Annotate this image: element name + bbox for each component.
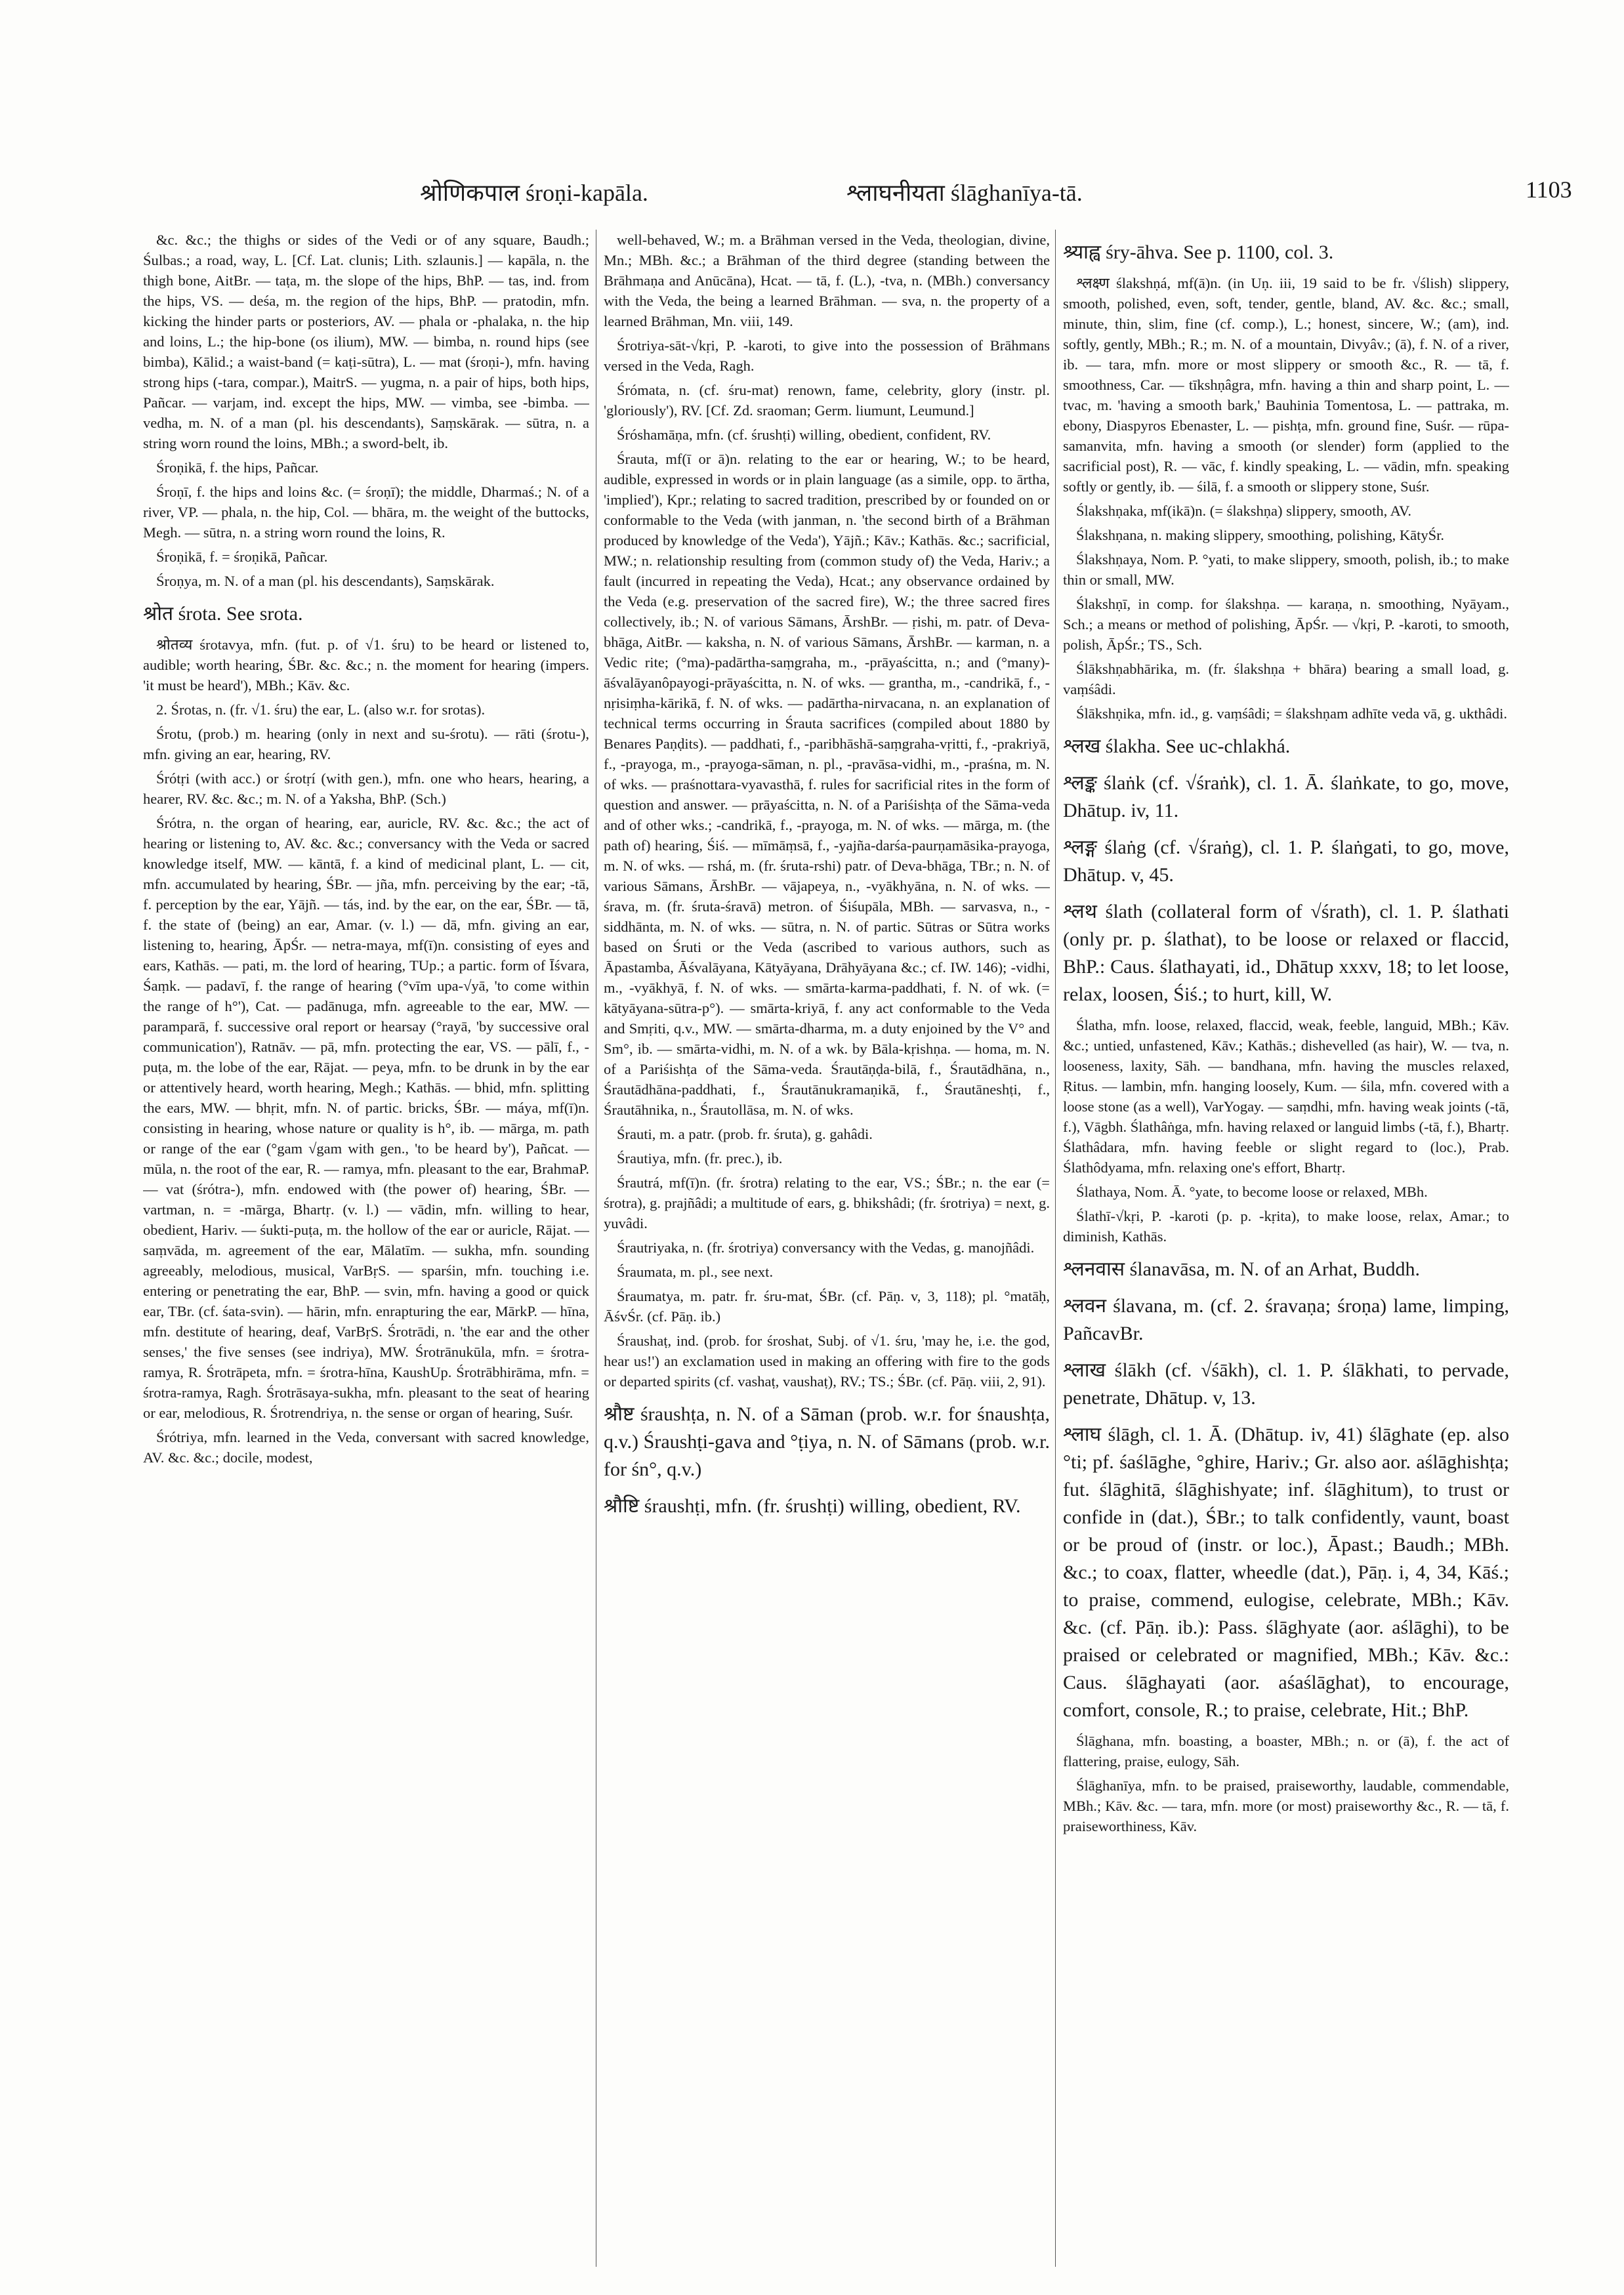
dictionary-entry: well-behaved, W.; m. a Brāhman versed in the Veda, theologian, divine, Mn.; MBh. &c.; a Brāhman of the third degree (standing between the Brāhmaṇa and Anūcāna), Hcat. — tā, f. (L.), -tva, n. (MBh.) conversancy with the Veda, the being a learned Brāhman. — sva, n. the property of a learned Brāhman, Mn. viii, 149. (604, 232, 1050, 329)
headword-entry: श्लङ्ग ślaṅg (cf. √śraṅg), cl. 1. P. ślaṅgati, to go, move, Dhātup. v, 45. (1063, 837, 1509, 886)
dictionary-entry: Śrótra, n. the organ of hearing, ear, auricle, RV. &c. &c.; the act of hearing or listening to, AV. &c. &c.; conversancy with the Veda or sacred knowledge itself, MW. — kāntā, f. a kind of medicinal plant, L. — cit, mfn. accumulated by hearing, ŚBr. — jña, mfn. perceiving by the ear; -tā, f. perception by the ear, Yājñ. — tás, ind. by the ear, on the ear, ŚBr. — tā, f. the state of (being) an ear, Amar. (v. l.) — dā, mfn. giving an ear, listening to, hearing, ĀpŚr. — netra-maya, mf(ī)n. consisting of eyes and ears, Kathās. — pati, m. the lord of hearing, TUp.; a partic. form of Īśvara, Śaṃk. — padavī, f. the range of hearing (°vīm upa-√yā, 'to come within the range of h°'), Cat. — padānuga, mfn. agreeable to the ear, MW. — paramparā, f. successive oral report or hearsay (°rayā, 'by successive oral communication'), Ratnāv. — pā, mfn. protecting the ear, VS. — pālī, f., -puṭa, m. the lobe of the ear, Rājat. — peya, mfn. to be drunk in by the ear or attentively heard, worth hearing, Megh.; Kathās. — bhid, mfn. splitting the ears, MW. — bhṛit, mfn. N. of partic. bricks, ŚBr. — máya, mf(ī)n. consisting in hearing, whose nature or quality is h°, ib. — mārga, m. path or range of the ear (°gam √gam with gen., 'to be heard by'), Pañcat. — mūla, n. the root of the ear, R. — ramya, mfn. pleasant to the ear, BrahmaP. — vat (śrótra-), mfn. endowed with (the power of) hearing, ŚBr. — vartman, n. = -mārga, Bhartṛ. (v. l.) — vādin, mfn. willing to hear, obedient, Hariv. — śukti-puṭa, m. the hollow of the ear or auricle, Rājat. — saṃvāda, m. agreement of the ear, Mālatīm. — sukha, mfn. sounding agreeably, melodious, musical, VarBṛS. — sparśin, mfn. touching i.e. entering or penetrating the ear, BhP. — svin, mfn. having a good or quick ear, TBr. (cf. śata-svin). — hārin, mfn. enrapturing the ear, MārkP. — hīna, mfn. destitute of hearing, deaf, VarBṛS. Śrotrādi, n. 'the ear and the other senses,' the five senses (see indriya), MW. Śrotrānukūla, mfn. = śrotra-ramya, R. Śrotrāpeta, mfn. = śrotra-hīna, KaushUp. Śrotrābhirāma, mfn. = śrotra-ramya, Ragh. Śrotrāsaya-sukha, mfn. pleasant to the seat of hearing or ear, melodious, R. Śrotrendriya, n. the sense or organ of hearing, Suśr. (143, 815, 589, 1421)
headword-entry: श्लङ्क ślaṅk (cf. √śraṅk), cl. 1. Ā. ślaṅkate, to go, move, Dhātup. iv, 11. (1063, 772, 1509, 821)
headword-entry: श्लाघ ślāgh, cl. 1. Ā. (Dhātup. iv, 41) ślāghate (ep. also °ti; pf. śaślāghe, °ghire, Hariv.; Gr. also aor. aślāghishṭa; fut. ślāghitā, ślāghishyate; inf. ślāghitum), to trust or confide in (dat.), ŚBr.; to talk confidently, vaunt, boast or be proud of (instr. or loc.), Āpast.; Baudh.; MBh. &c.; to coax, flatter, wheedle (dat.), Pāṇ. i, 4, 34, Kāś.; to praise, commend, eulogise, celebrate, MBh.; Kāv. &c. (cf. Pāṇ. ib.): Pass. ślāghyate (aor. aślāghi), to be praised or celebrated or magnified, MBh.; Kāv. &c.: Caus. ślāghayati (aor. aśaślāghat), to encourage, comfort, console, R.; to praise, celebrate, Hit.; BhP. (1063, 1424, 1509, 1721)
dictionary-entry: Ślāghanīya, mfn. to be praised, praiseworthy, laudable, commendable, MBh.; Kāv. &c. — tara, mfn. more (or most) praiseworthy &c., R. — tā, f. praiseworthiness, Kāv. (1063, 1777, 1509, 1834)
dictionary-entry: Ślākshṇika, mfn. id., g. vaṃśâdi; = ślakshṇam adhīte veda vā, g. ukthâdi. (1076, 705, 1507, 722)
headword-entry: श्लख ślakha. See uc-chlakhá. (1063, 735, 1291, 757)
dictionary-entry: Śroṇikā, f. the hips, Pañcar. (156, 459, 319, 476)
column-rule (1055, 230, 1056, 2267)
dictionary-entry: Ślakshṇaka, mf(ikā)n. (= ślakshṇa) slippery, smooth, AV. (1076, 503, 1411, 519)
headword-entry: श्रोत śrota. See srota. (143, 603, 303, 625)
column-1 (143, 230, 589, 2270)
dictionary-entry: श्रोतव्य śrotavya, mfn. (fut. p. of √1. śru) to be heard or listened to, audible; worth hearing, ŚBr. &c. &c.; n. the moment for hearing (impers. 'it must be heard'), MBh.; Kāv. &c. (143, 636, 589, 693)
dictionary-entry: Śrauti, m. a patr. (prob. fr. śruta), g. gahâdi. (617, 1126, 873, 1142)
header-left-guide-word: श्रोणिकपाल śroṇi-kapāla. (420, 180, 648, 206)
dictionary-entry: Śraushaṭ, ind. (prob. for śroshat, Subj. of √1. śru, 'may he, i.e. the god, hear us!') an exclamation used in making an offering with fire to the gods or departed spirits (cf. vashaṭ, vaushaṭ), RV.; TS.; ŚBr. (cf. Pāṇ. viii, 2, 91). (604, 1333, 1050, 1390)
dictionary-entry: Śrótriya, mfn. learned in the Veda, conversant with sacred knowledge, AV. &c. &c.; docile, modest, (143, 1429, 589, 1466)
dictionary-entry: 2. Śrotas, n. (fr. √1. śru) the ear, L. (also w.r. for srotas). (156, 701, 486, 718)
headword-entry: श्लवन ślavana, m. (cf. 2. śravaṇa; śroṇa) lame, limping, PañcavBr. (1063, 1295, 1509, 1344)
headword-entry: श्रौष्टि śraushṭi, mfn. (fr. śrushṭi) willing, obedient, RV. (604, 1495, 1021, 1517)
column-2 (604, 230, 1050, 2270)
dictionary-entry: Śrotu, (prob.) m. hearing (only in next and su-śrotu). — rāti (śrotu-), mfn. giving an ear, hearing, RV. (143, 726, 589, 762)
page-number: 1103 (1526, 176, 1572, 203)
dictionary-entry: Ślākshṇabhārika, m. (fr. ślakshṇa + bhāra) bearing a small load, g. vaṃśâdi. (1063, 661, 1509, 697)
dictionary-entry: Śraumatya, m. patr. fr. śru-mat, ŚBr. (cf. Pāṇ. v, 3, 118); pl. °matāḥ, ĀśvŚr. (cf. Pāṇ. ib.) (604, 1288, 1050, 1325)
dictionary-entry: Śroṇikā, f. = śroṇikā, Pañcar. (156, 548, 328, 565)
dictionary-entry: Śroṇya, m. N. of a man (pl. his descendants), Saṃskārak. (156, 573, 495, 589)
dictionary-entry: Śrautiya, mfn. (fr. prec.), ib. (617, 1150, 783, 1167)
dictionary-entry: Śrautrá, mf(ī)n. (fr. śrotra) relating to the ear, VS.; ŚBr.; n. the ear (= śrotra), g. prajñâdi; a multitude of ears, g. bhikshâdi; (fr. śrotriya) = next, g. yuvâdi. (604, 1174, 1050, 1231)
header-right-guide-word: श्लाघनीयता ślāghanīya-tā. (846, 180, 1083, 206)
dictionary-entry: Ślakshṇana, n. making slippery, smoothing, polishing, KātyŚr. (1076, 527, 1445, 543)
dictionary-entry: Śrauta, mf(ī or ā)n. relating to the ear or hearing, W.; to be heard, audible, expressed in words or in plain language (as a simile, opp. to ārtha, 'implied'), Kpr.; relating to sacred tradition, prescribed by or founded on or conformable to the Veda (with janman, n. 'the second birth of a Brāhman produced by knowledge of the Veda'), Yājñ.; Kāv.; Kathās. &c.; sacrificial, MW.; n. relationship resulting from (common study of) the Veda, Hariv.; a fault (incurred in repeating the Veda), Hcat.; any observance ordained by the Veda (e.g. preservation of the sacred fire), W.; the three sacred fires collectively, ib.; N. of various Sāmans, ĀrshBr. — ṛishi, m. patr. of Deva-bhāga, AitBr. — kaksha, n. N. of various Sāmans, ĀrshBr. — karman, n. a Vedic rite; (°ma)-padārtha-saṃgraha, m., -prāyaścitta, n.; and (°many)-āśvalāyanôpayogi-prāyaścitta, n. N. of wks. — grantha, m., -candrikā, f., -nṛisiṃha-kārikā, f. N. of wks. — padārtha-nirvacana, n. an explanation of technical terms occurring in Śrauta sacrifices (compiled about 1880 by Benares Paṇḍits). — paddhati, f., -paribhāshā-saṃgraha-vṛitti, f., -prakriyā, f., -prayoga, m., -prayoga-sāman, n. pl., -pravāsa-vidhi, m., -praśna, m. N. of wks. — praśnottara-vyavasthā, f. rules for sacrificial rites in the form of question and answer. — prāyaścitta, n. N. of a Pariśishṭa of the Sāma-veda and of other wks.; -candrikā, f., -prayoga, m. N. of wks. — mārga, m. (the path of) hearing, Śiś. — mīmāṃsā, f., -yajña-darśa-paurṇamāsika-prayoga, m. N. of wks. — rshá, m. (fr. śruta-rshi) patr. of Deva-bhāga, TBr.; n. N. of various Sāmans, ĀrshBr. — vājapeya, n., -vyākhyāna, n. N. of wks. — śrava, m. (fr. śruta-śravā) metron. of Śiśupāla, MBh. — sarvasva, n., -siddhānta, m. N. of wks. — sūtra, n. N. of partic. Sūtras or Sūtra works based on Śruti or the Veda (ascribed to various authors, such as Āpastamba, Āśvalāyana, Kātyāyana, Drāhyāyana &c.; cf. IW. 146); -vidhi, m., -vyākhyā, f. N. of wks. — smārta-karma-paddhati, f. N. of wk. (= kātyāyana-sūtra-p°). — smārta-kriyā, f. any act conformable to the Veda and Smṛiti, q.v., MW. — smārta-dharma, m. a duty enjoined by the V° and Sm°, ib. — smārta-vidhi, m. N. of a wk. by Bāla-kṛishṇa. — homa, m. N. of a Pariśishṭa of the Sāma-veda. Śrautāṇḍa-bilā, f., Śrautādhāna, n., Śrautādhāna-paddhati, f., Śrautānukramaṇikā, f., Śrautāneshṭi, f., Śrautāhnika, n., Śrautollāsa, m. N. of wks. (604, 451, 1050, 1118)
dictionary-entry: Śrómata, n. (cf. śru-mat) renown, fame, celebrity, glory (instr. pl. 'gloriously'), RV. [Cf. Zd. sraoman; Germ. liumunt, Leumund.] (604, 382, 1050, 419)
dictionary-entry: Ślathī-√kṛi, P. -karoti (p. p. -kṛita), to make loose, relax, Amar.; to diminish, Kathās. (1063, 1208, 1509, 1245)
column-3 (1063, 230, 1509, 2270)
dictionary-entry: Ślathaya, Nom. Ā. °yate, to become loose or relaxed, MBh. (1076, 1184, 1428, 1200)
headword-entry: श्रौष्ट śraushṭa, n. N. of a Sāman (prob. w.r. for śnaushṭa, q.v.) Śraushṭi-gava and °ṭiya, n. N. of Sāmans (prob. w.r. for śn°, q.v.) (604, 1403, 1050, 1480)
dictionary-entry: Ślakshṇaya, Nom. P. °yati, to make slippery, smooth, polish, ib.; to make thin or small, MW. (1063, 551, 1509, 588)
running-header (0, 176, 1624, 215)
dictionary-entry: Śrótṛi (with acc.) or śrotṛí (with gen.), mfn. one who hears, hearing, a hearer, RV. &c. &c.; m. N. of a Yaksha, BhP. (Sch.) (143, 770, 589, 807)
dictionary-entry: &c. &c.; the thighs or sides of the Vedi or of any square, Baudh.; Śulbas.; a road, way, L. [Cf. Lat. clunis; Lith. szlaunis.] — kapāla, n. the thigh bone, AitBr. — taṭa, m. the slope of the hips, BhP. — tas, ind. from the hips, VS. — deśa, m. the region of the hips, BhP. — pratodin, mfn. kicking the hinder parts or posteriors, AV. — phala or -phalaka, n. the hip and loins, L.; the hip-bone (os ilium), MW. — bimba, n. round hips (see bimba), Kālid.; a waist-band (= kaṭi-sūtra), L. — mat (śroṇi-), mfn. having strong hips (-tara, compar.), MaitrS. — yugma, n. a pair of hips, both hips, Pañcar. — varjam, ind. except the hips, MW. — vimba, see -bimba. — vedha, m. N. of a man (pl. his descendants), Saṃskārak. — sūtra, n. a string worn round the loins, MBh.; a sword-belt, ib. (143, 232, 589, 451)
dictionary-entry: Śroṇī, f. the hips and loins &c. (= śroṇī); the middle, Dharmaś.; N. of a river, VP. — phala, n. the hip, Col. — bhāra, m. the weight of the buttocks, Megh. — sūtra, n. a string worn round the loins, R. (143, 484, 589, 541)
dictionary-entry: Ślāghana, mfn. boasting, a boaster, MBh.; n. or (ā), f. the act of flattering, praise, eulogy, Sāh. (1063, 1733, 1509, 1769)
dictionary-entry: Śraumata, m. pl., see next. (617, 1264, 774, 1280)
dictionary-entry: Ślakshṇī, in comp. for ślakshṇa. — karaṇa, n. smoothing, Nyāyam., Sch.; a means or method of polishing, ĀpŚr. — √kṛi, P. -karoti, to smooth, polish, ĀpŚr.; TS., Sch. (1063, 596, 1509, 653)
headword-entry: श्लाख ślākh (cf. √śākh), cl. 1. P. ślākhati, to pervade, penetrate, Dhātup. v, 13. (1063, 1359, 1509, 1409)
headword-entry: श्लथ ślath (collateral form of √śrath), cl. 1. P. ślathati (only pr. p. ślathat), to be loose or relaxed or flaccid, BhP.: Caus. ślathayati, id., Dhātup xxxv, 18; to let loose, relax, loosen, Śiś.; to hurt, kill, W. (1063, 901, 1509, 1005)
headword-entry: श्र्याह्व śry-āhva. See p. 1100, col. 3. (1063, 241, 1334, 263)
headword-entry: श्लनवास ślanavāsa, m. N. of an Arhat, Buddh. (1063, 1258, 1420, 1280)
dictionary-entry: Śrautriyaka, n. (fr. śrotriya) conversancy with the Vedas, g. manojñâdi. (617, 1239, 1035, 1256)
dictionary-entry: श्लक्ष्ण ślakshṇá, mf(ā)n. (in Uṇ. iii, 19 said to be fr. √ślish) slippery, smooth, polished, even, soft, tender, gentle, bland, AV. &c. &c.; small, minute, thin, slim, fine (cf. comp.), L.; honest, sincere, W.; (am), ind. softly, gently, MBh.; R.; m. N. of a mountain, Divyâv.; (ā), f. N. of a river, ib. — tara, mfn. more or most slippery or smooth &c., R. — tā, f. smoothness, Car. — tīkshṇâgra, mfn. having a thin and sharp point, L. — tvac, m. 'having a smooth bark,' Bauhinia Tomentosa, L. — pattraka, m. ebony, Diaspyros Ebenaster, L. — pishṭa, mfn. ground fine, Suśr. — rūpa-samanvita, mfn. having a smooth (or slender) form (applied to the sacrificial post), R. — vāc, f. kindly speaking, L. — vādin, mfn. speaking softly or gently, ib. — śilā, f. a smooth or slippery stone, Suśr. (1063, 275, 1509, 495)
dictionary-entry: Śrotriya-sāt-√kṛi, P. -karoti, to give into the possession of Brāhmans versed in the Veda, Ragh. (604, 337, 1050, 374)
dictionary-entry: Ślatha, mfn. loose, relaxed, flaccid, weak, feeble, languid, MBh.; Kāv. &c.; untied, unfastened, Kāv.; Kathās.; dishevelled (as hair), W. — tva, n. looseness, laxity, Sāh. — bandhana, mfn. having the muscles relaxed, Ṛitus. — lambin, mfn. hanging loosely, Kum. — śila, mfn. covered with a loose stone (as a well), VarYogay. — saṃdhi, mfn. having weak joints (-tā, f.), Vāgbh. Ślathâṅga, mfn. having relaxed or languid limbs (-tā, f.), Bhartṛ. Ślathâdara, mfn. having feeble or slight regard to (loc.), Prab. Ślathôdyama, mfn. relaxing one's effort, Bhartṛ. (1063, 1017, 1509, 1176)
dictionary-entry: Śróshamāṇa, mfn. (cf. śrushṭi) willing, obedient, confident, RV. (617, 426, 991, 443)
